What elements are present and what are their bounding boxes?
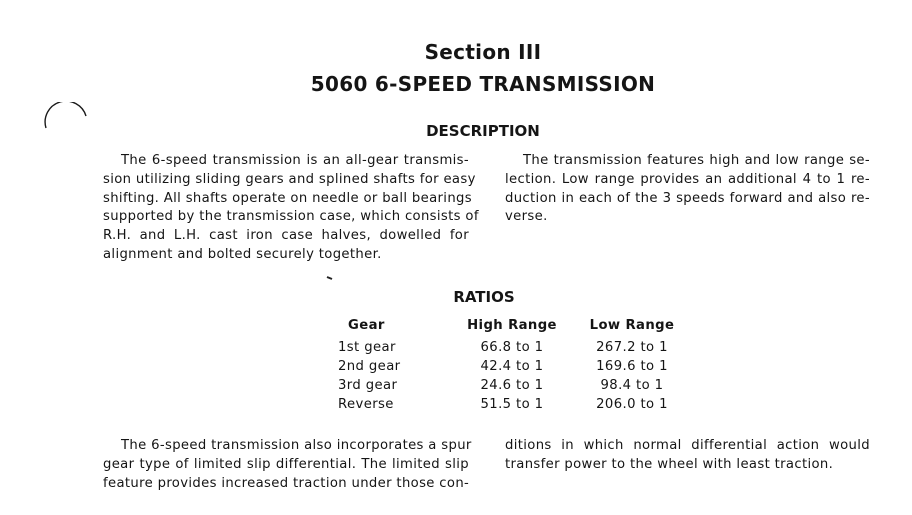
text-line: lection. Low range provides an additional 4 to 1 re- <box>505 171 870 187</box>
table-row <box>330 378 694 397</box>
ratios-table <box>330 318 694 416</box>
differential-paragraph-left <box>103 437 472 493</box>
section-label: Section III <box>424 40 542 64</box>
gear-cell: Reverse <box>338 397 394 412</box>
table-row <box>330 340 694 359</box>
text-line: alignment and bolted securely together. <box>103 246 382 262</box>
text-line: verse. <box>505 209 548 225</box>
text-line: ditions in which normal differential action would <box>505 438 870 453</box>
column-header-gear: Gear <box>348 318 385 333</box>
text-line: sion utilizing sliding gears and splined shafts for easy <box>103 171 476 187</box>
page-title: 5060 6-SPEED TRANSMISSION <box>310 72 656 96</box>
gear-cell: 1st gear <box>338 340 396 355</box>
text-line: duction in each of the 3 speeds forward and also re- <box>505 190 870 206</box>
print-speck <box>326 275 334 281</box>
high-range-cell: 24.6 to 1 <box>480 378 544 393</box>
column-header-high-range: High Range <box>467 318 557 333</box>
description-paragraph-left <box>103 152 479 265</box>
low-range-cell: 98.4 to 1 <box>600 378 664 393</box>
text-line: shifting. All shafts operate on needle or ball bearings <box>103 190 472 206</box>
table-header-row <box>330 318 694 340</box>
gear-cell: 3rd gear <box>338 378 398 393</box>
high-range-cell: 42.4 to 1 <box>480 359 544 374</box>
table-row <box>330 359 694 378</box>
text-line: The transmission features high and low range se- <box>523 153 870 168</box>
text-line: The 6-speed transmission also incorporates a spur <box>121 438 472 453</box>
high-range-cell: 51.5 to 1 <box>480 397 544 412</box>
text-line: The 6-speed transmission is an all-gear transmis- <box>121 153 469 168</box>
description-paragraph-right <box>505 152 870 227</box>
gear-cell: 2nd gear <box>338 359 401 374</box>
low-range-cell: 267.2 to 1 <box>596 340 668 355</box>
text-line: R.H. and L.H. cast iron case halves, dowelled for <box>103 228 469 244</box>
text-line: feature provides increased traction under those con- <box>103 475 470 491</box>
text-line: transfer power to the wheel with least traction. <box>505 456 834 472</box>
description-heading: DESCRIPTION <box>426 122 540 140</box>
ratios-heading: RATIOS <box>453 288 515 306</box>
high-range-cell: 66.8 to 1 <box>480 340 544 355</box>
text-line: gear type of limited slip differential. The limited slip <box>103 456 469 472</box>
text-line: supported by the transmission case, which consists of <box>103 209 479 225</box>
low-range-cell: 206.0 to 1 <box>596 397 668 412</box>
differential-paragraph-right <box>505 437 870 475</box>
column-header-low-range: Low Range <box>589 318 675 333</box>
table-row <box>330 397 694 416</box>
low-range-cell: 169.6 to 1 <box>596 359 668 374</box>
